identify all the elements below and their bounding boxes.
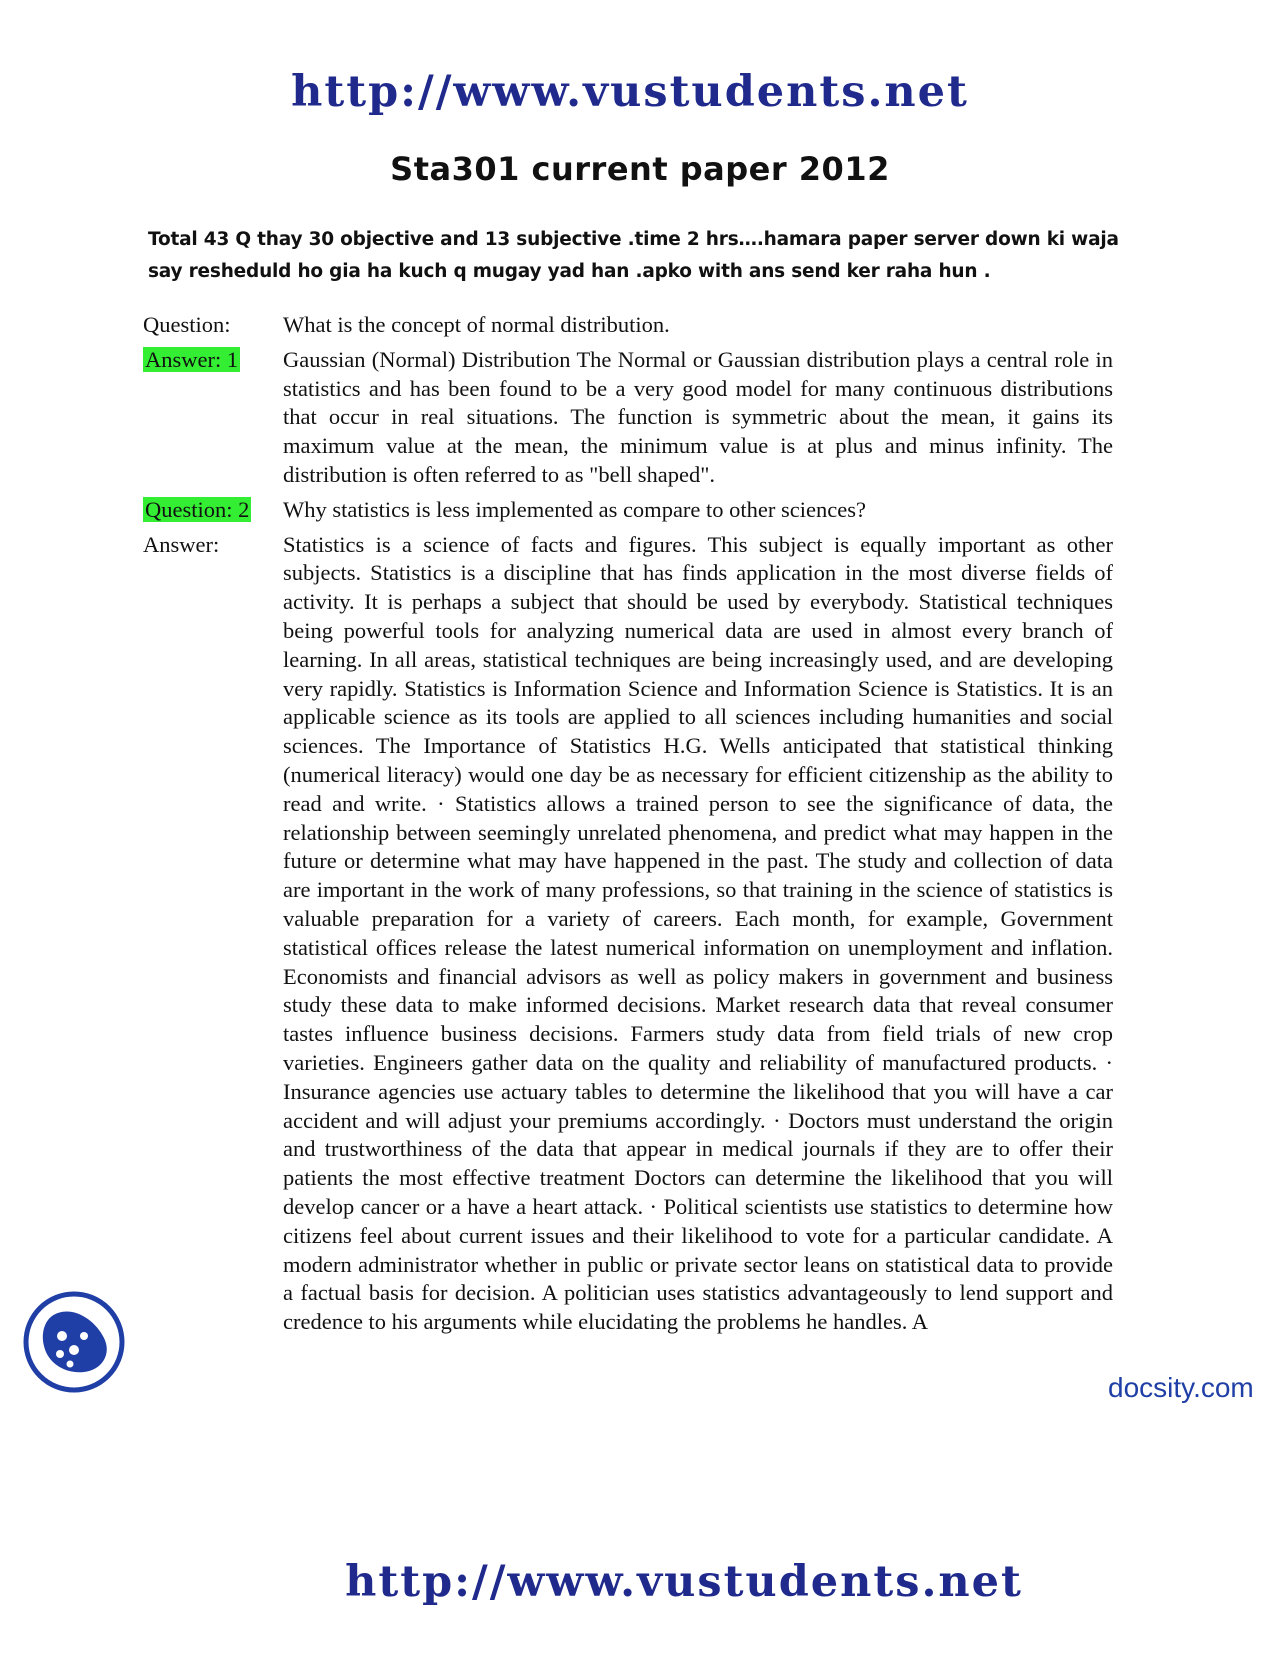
- intro-note: Total 43 Q thay 30 objective and 13 subjective .time 2 hrs….hamara paper server down ki waja say resheduld ho gia ha kuch q mugay yad han .apko with ans send ker raha hun .: [148, 229, 1119, 282]
- answer-1-text: Gaussian (Normal) Distribution The Normal or Gaussian distribution plays a central role in statistics and has been found to be a very good model for many continuous distributions that occur in real situations. The function is symmetric about the mean, it gains its maximum value at the mean, the minimum value is at plus and minus infinity. The distribution is often referred to as "bell shaped".: [283, 346, 1113, 487]
- question-2-label: Question: 2: [145, 496, 250, 522]
- header-url-link[interactable]: http://www.vustudents.net: [291, 67, 969, 117]
- page-title: Sta301 current paper 2012: [390, 150, 890, 188]
- answer-1-label: Answer: 1: [145, 346, 239, 372]
- footer-url-link[interactable]: http://www.vustudents.net: [345, 1557, 1023, 1607]
- question-1-row: [143, 311, 1113, 340]
- answer-2-label: Answer:: [143, 531, 220, 557]
- question-2-row: [143, 496, 1113, 525]
- docsity-logo-icon: [22, 1290, 126, 1394]
- answer-1-row: [143, 346, 1113, 490]
- answer-2-row: [143, 531, 1113, 1337]
- docsity-brand-text[interactable]: docsity.com: [1108, 1372, 1254, 1403]
- qa-section: [143, 311, 1113, 1343]
- answer-2-text: Statistics is a science of facts and figures. This subject is equally important as other subjects. Statistics is a discipline that has finds application in the most diverse fields of activity. It is perhaps a subject that should be used by everybody. Statistical techniques being powerful tools for analyzing numerical data are used in almost every branch of learning. In all areas, statistical techniques are being increasingly used, and are developing very rapidly. Statistics is Information Science and Information Science is Statistics. It is an applicable science as its tools are applied to all sciences including humanities and social sciences. The Importance of Statistics H.G. Wells anticipated that statistical thinking (numerical literacy) would one day be as necessary for efficient citizenship as the ability to read and write. · Statistics allows a trained person to see the significance of data, the relationship between seemingly unrelated phenomena, and predict what may happen in the future or determine what may have happened in the past. The study and collection of data are important in the work of many professions, so that training in the science of statistics is valuable preparation for a variety of careers. Each month, for example, Government statistical offices release the latest numerical information on unemployment and inflation. Economists and financial advisors as well as policy makers in government and business study these data to make informed decisions. Market research data that reveal consumer tastes influence business decisions. Farmers study data from field trials of new crop varieties. Engineers gather data on the quality and reliability of manufactured products. · Insurance agencies use actuary tables to determine the likelihood that you will have a car accident and will adjust your premiums accordingly. · Doctors must understand the origin and trustworthiness of the data that appear in medical journals if they are to offer their patients the most effective treatment Doctors can determine the likelihood that you will develop cancer or a have a heart attack. · Political scientists use statistics to determine how citizens feel about current issues and their likelihood to vote for a particular candidate. A modern administrator whether in public or private sector leans on statistical data to provide a factual basis for decision. A politician uses statistics advantageously to lend support and credence to his arguments while elucidating the problems he handles. A: [283, 531, 1113, 1335]
- question-2-text: Why statistics is less implemented as compare to other sciences?: [283, 496, 866, 522]
- question-1-text: What is the concept of normal distribution.: [283, 312, 670, 337]
- question-1-label: Question:: [143, 312, 231, 337]
